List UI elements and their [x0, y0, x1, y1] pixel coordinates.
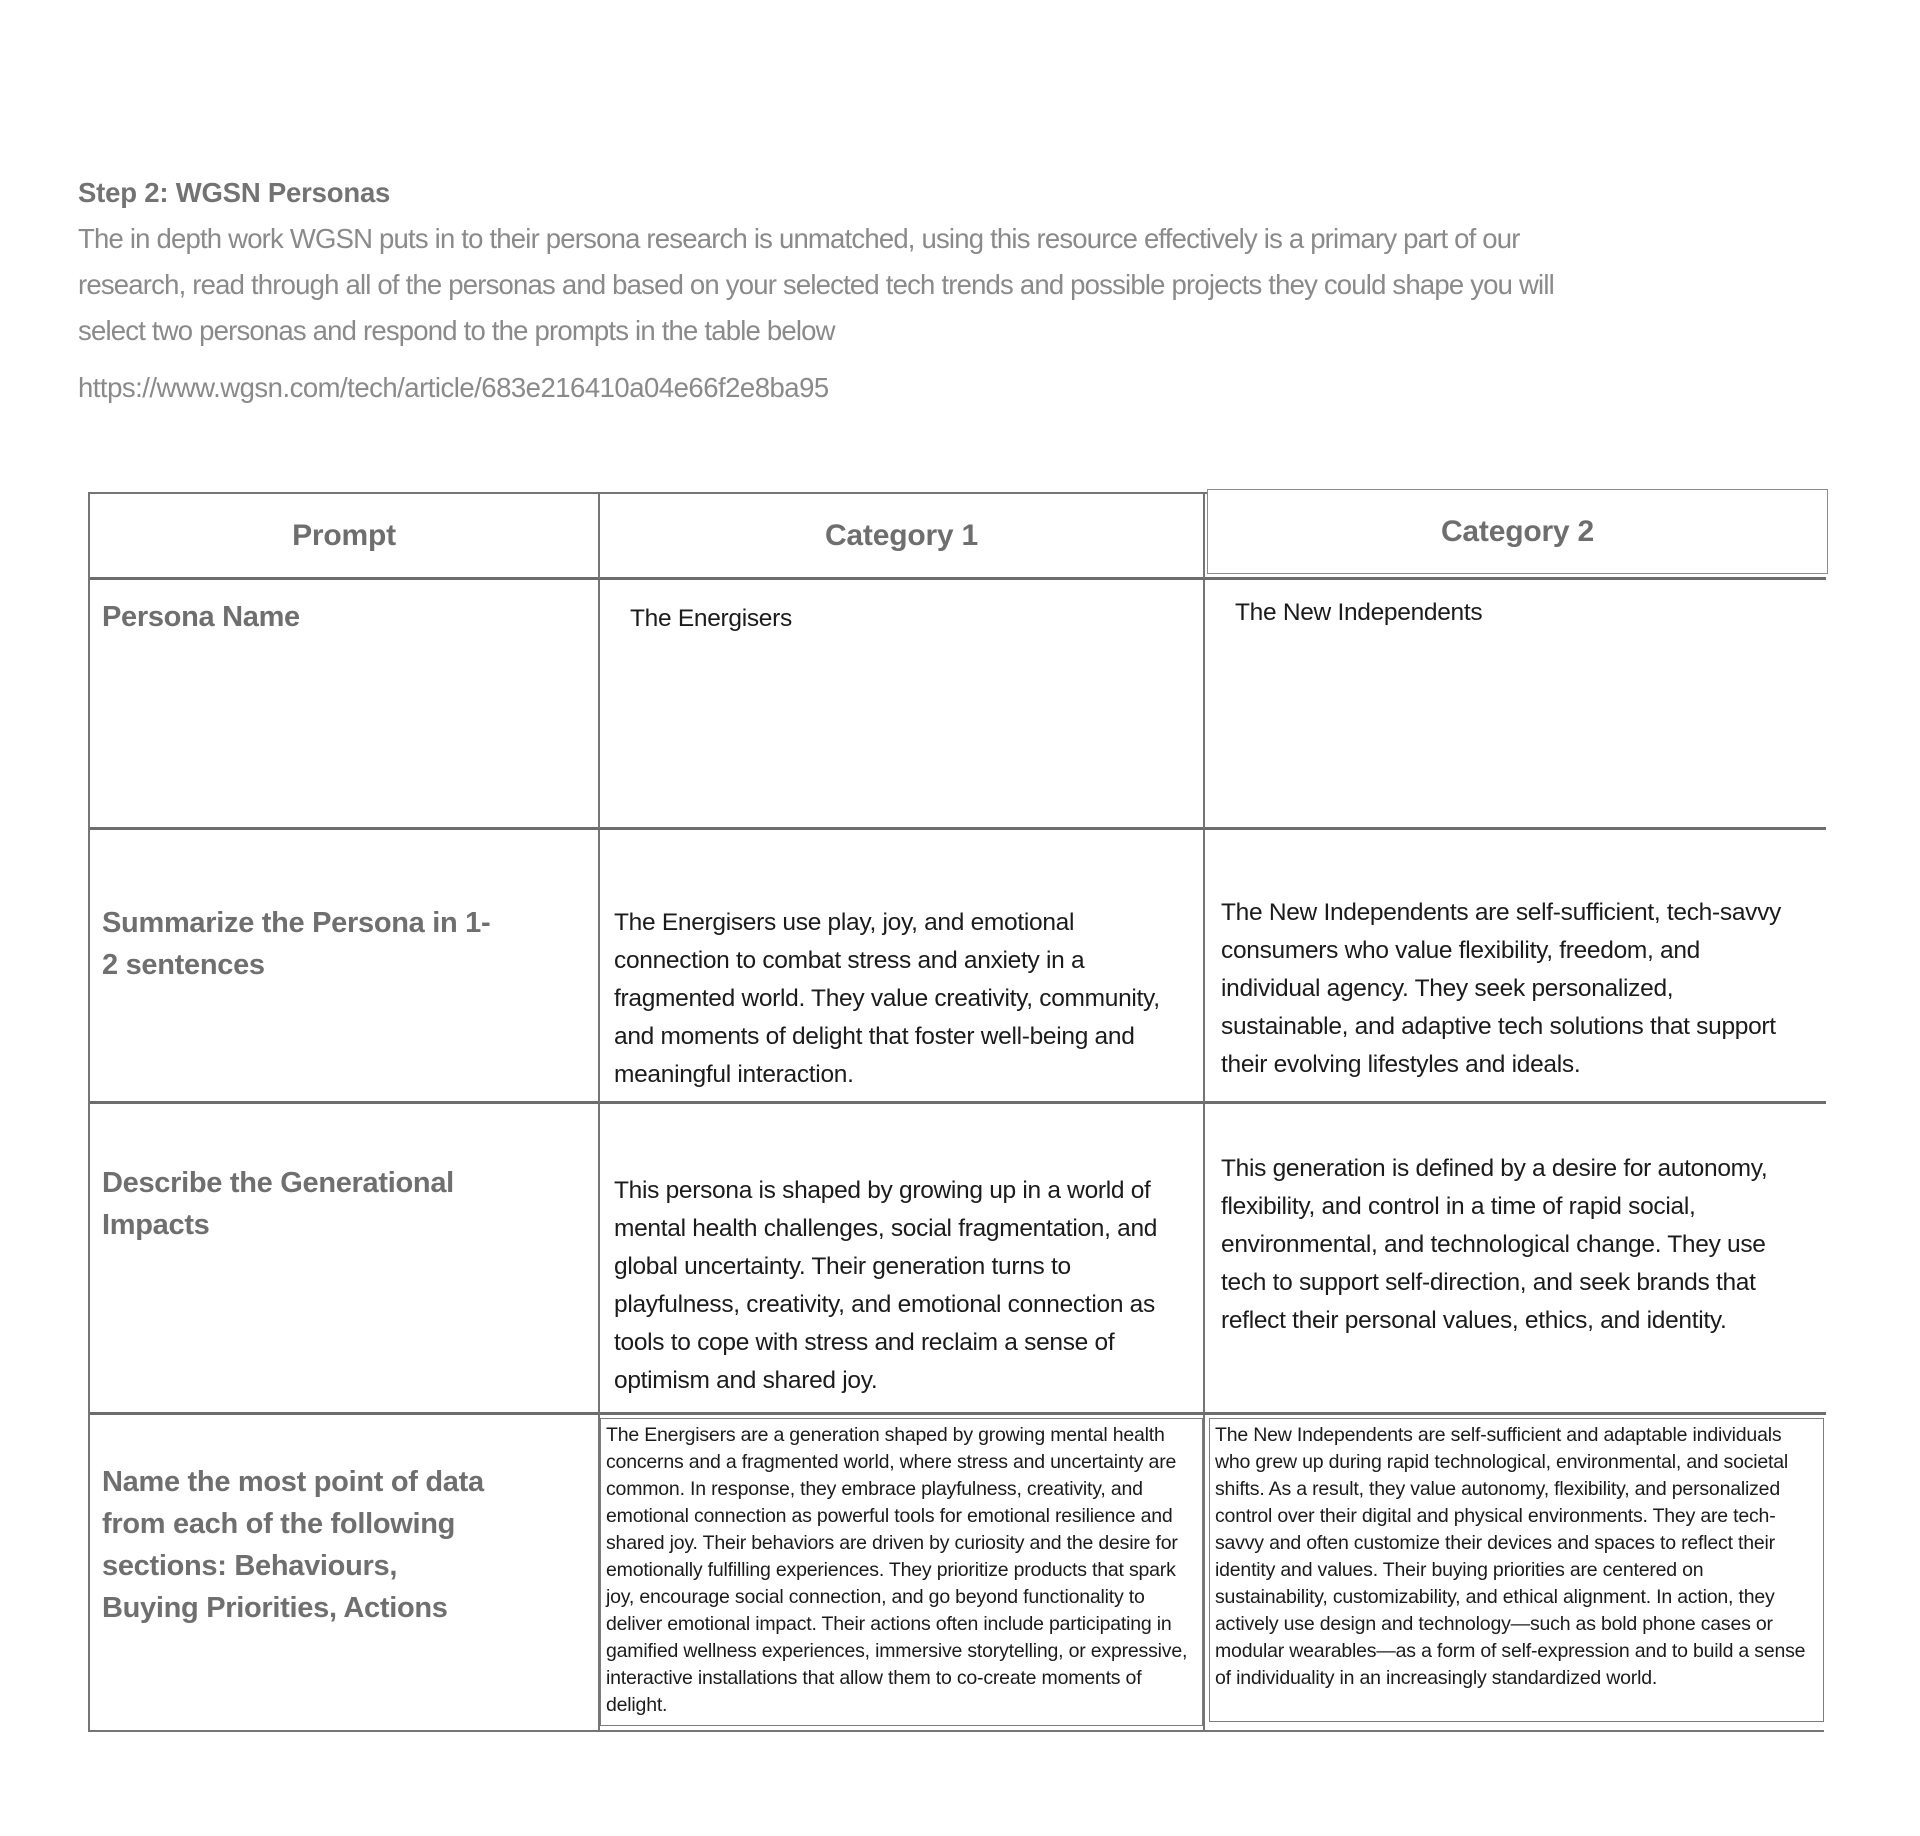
- table-header-category2: Category 2: [1207, 489, 1828, 574]
- prompt-summarize-persona: Summarize the Persona in 1-2 sentences: [90, 830, 600, 1104]
- generational-impacts-category2: This generation is defined by a desire for autonomy, flexibility, and control in a time of rapid social, environmental, and technological change. They use tech to support self-direction, and seek brands that reflect their personal values, ethics, and identity.: [1205, 1104, 1826, 1415]
- prompt-generational-impacts: Describe the Generational Impacts: [90, 1104, 600, 1415]
- summary-category1: The Energisers use play, joy, and emotional connection to combat stress and anxiety in a fragmented world. They value creativity, community, and moments of delight that foster well-being and meaningful interaction.: [600, 830, 1205, 1104]
- summary-category2: The New Independents are self-sufficient, tech-savvy consumers who value flexibility, freedom, and individual agency. They seek personalized, sustainable, and adaptive tech solutions that support their evolving lifestyles and ideals.: [1205, 830, 1826, 1104]
- document-text-block: [78, 176, 1578, 408]
- key-data-category2: The New Independents are self-sufficient and adaptable individuals who grew up during rapid technological, environmental, and societal shifts. As a result, they value autonomy, flexibility, and personalized control over their digital and physical environments. They are tech-savvy and often customize their devices and spaces to reflect their identity and values. Their buying priorities are centered on sustainability, customizability, and ethical alignment. In action, they actively use design and technology—such as bold phone cases or modular wearables—as a form of self-expression and to build a sense of individuality in an increasingly standardized world.: [1209, 1418, 1824, 1722]
- generational-impacts-category1: This persona is shaped by growing up in a world of mental health challenges, social fragmentation, and global uncertainty. Their generation turns to playfulness, creativity, and emotional connection as tools to cope with stress and reclaim a sense of optimism and shared joy.: [600, 1104, 1205, 1415]
- wgsn-article-link[interactable]: https://www.wgsn.com/tech/article/683e216410a04e66f2e8ba95: [78, 372, 829, 403]
- table-header-category2-cell: [1205, 494, 1826, 580]
- prompt-persona-name: Persona Name: [90, 580, 600, 830]
- step-heading: Step 2: WGSN Personas: [78, 177, 391, 208]
- table-header-category1: Category 1: [600, 494, 1205, 580]
- personas-table: [88, 492, 1824, 1732]
- key-data-category1: The Energisers are a generation shaped by growing mental health concerns and a fragmented world, where stress and uncertainty are common. In response, they embrace playfulness, creativity, and emotional connection as powerful tools for emotional resilience and shared joy. Their behaviors are driven by curiosity and the desire for emotionally fulfilling experiences. They prioritize products that spark joy, encourage social connection, and go beyond functionality to deliver emotional impact. Their actions often include participating in gamified wellness experiences, immersive storytelling, or expressive, interactive installations that allow them to co-create moments of delight.: [600, 1418, 1203, 1726]
- intro-paragraph: The in depth work WGSN puts in to their persona research is unmatched, using this resource effectively is a primary part of our research, read through all of the personas and based on your selected tech trends and possible projects they could shape you will select two personas and respond to the prompts in the table below: [78, 223, 1554, 346]
- key-data-category2-cell: [1205, 1415, 1826, 1730]
- table-header-prompt: Prompt: [90, 494, 600, 580]
- persona-name-category2: The New Independents: [1205, 580, 1826, 830]
- key-data-category1-cell: [600, 1415, 1205, 1730]
- prompt-key-data-points: Name the most point of data from each of the following sections: Behaviours, Buying Priorities, Actions: [90, 1415, 600, 1730]
- persona-name-category1: The Energisers: [600, 580, 1205, 830]
